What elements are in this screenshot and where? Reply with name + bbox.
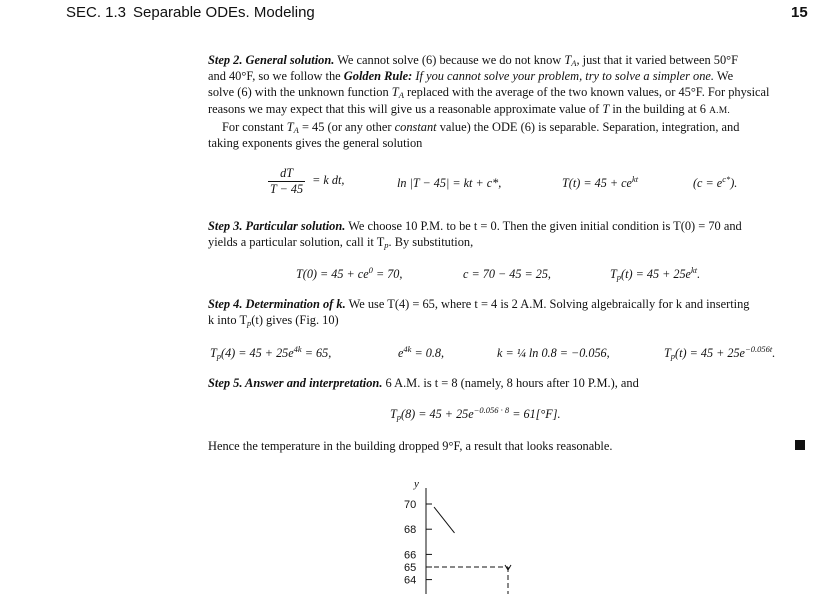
section-title: Separable ODEs. Modeling	[133, 4, 315, 21]
end-of-proof-square	[795, 440, 805, 450]
step3-paragraph: Step 3. Particular solution. We choose 10 P.M. to be t = 0. Then the given initial condition is T(0) = 70 and yields a particular solution, call it $T_p$. By substitution,	[208, 219, 742, 251]
equation-k: k = ¼ ln 0.8 = −0.056,	[497, 346, 610, 360]
equation-general-solution: $\frac{dT}{T - 45}$ = k dt,	[270, 166, 345, 196]
step5-heading: Step 5. Answer and interpretation.	[208, 376, 383, 390]
y-tick-label: 66	[404, 549, 417, 562]
step3-text: We choose 10 P.M. to be t = 0. Then the given initial condition is T(0) = 70 and	[348, 219, 742, 233]
fraction-dT: $\frac{dT}{T - 45}$	[270, 166, 304, 196]
equation-Tp-particular: $T_p(t) = 45 + 25e^{-0.056t}$.	[664, 344, 776, 361]
step2-text: For constant	[222, 119, 284, 134]
temperature-curve	[434, 507, 455, 533]
golden-rule: Golden Rule:	[343, 69, 413, 84]
step2-text: A.M.	[709, 105, 730, 116]
step2-text: constant	[394, 119, 437, 134]
equation-T-t: $T(t) = 45 + ce^{kt}$	[562, 174, 639, 190]
step4-paragraph: Step 4. Determination of k. We use T(4) = 65, where t = 4 is 2 A.M. Solving algebraically for k and inserting k into $T_p(t)$ gives (Fig. 10)	[208, 297, 750, 329]
step4-text: We use T(4) = 65, where t = 4 is 2 A.M. Solving algebraically for k and inserting	[348, 297, 750, 311]
y-tick-label: 68	[404, 524, 417, 537]
y-tick-label: 64	[404, 574, 417, 587]
step2-paragraph: Step 2. General solution. We cannot solve (6) because we do not know $T_A$, just that it varied between 50°F and 40°F, so we follow the Golden Rule: If you cannot solve your problem, try to solve a simpler one. We solve (6) with the unknown function $T_A$ replaced with the average of the two known values, or 45°F. For physical reasons we may expect that this will give us a reasonable approximate value of T in the building at 6 A.M. For constant $T_A = 45$ (or any other constant value) the ODE (6) is separable. Separation, integration, and taking exponents gives the general solution	[208, 53, 770, 151]
step4-heading: Step 4. Determination of k.	[208, 297, 346, 311]
step2-heading: Step 2. General solution.	[208, 53, 335, 67]
y-tick-label: 70	[404, 499, 417, 511]
equation-Tp-general: $T_p(t) = 45 + 25e^{kt}$.	[610, 265, 701, 282]
step2-text: in the building at 6	[612, 101, 706, 116]
section-label: SEC. 1.3	[66, 4, 127, 21]
step2-text: We cannot solve (6) because we do not know	[337, 53, 562, 67]
step2-text: We	[716, 69, 734, 84]
golden-rule-text: If you cannot solve your problem, try to solve a simpler one.	[415, 69, 714, 84]
step2-text: value) the ODE (6) is separable. Separation, integration, and	[439, 119, 740, 134]
step2-text: = 45 (or any other	[301, 119, 392, 134]
reference-arrow-icon	[505, 565, 511, 570]
step2-text: reasons we may expect that this will give us a reasonable approximate value of	[208, 101, 600, 116]
y-axis-label: y	[414, 478, 419, 490]
equation-e4k: $e^{4k} = 0.8$,	[398, 344, 445, 360]
step3-text: yields a particular solution, call it T	[208, 235, 385, 250]
equation-Tp4: $T_p(4) = 45 + 25e^{4k} = 65$,	[210, 344, 332, 361]
step5-paragraph	[208, 375, 808, 391]
equation-ln: ln |T − 45| = kt + c*,	[397, 176, 502, 190]
step3-heading: Step 3. Particular solution.	[208, 219, 346, 233]
step4-text: k into T	[208, 313, 248, 328]
equation-c-value: c = 70 − 45 = 25,	[463, 267, 551, 281]
step2-text: taking exponents gives the general solution	[208, 136, 423, 151]
page-number: 15	[791, 4, 808, 21]
equation-Tp8: $T_p(8) = 45 + 25e^{-0.056 \cdot 8} = 61[^\circ F]$.	[390, 405, 561, 422]
equation-c: $(c = e^{c*})$.	[693, 174, 738, 190]
y-tick-label: 65	[404, 562, 417, 574]
step2-text: , just that it varied between 50°F	[576, 53, 738, 67]
step2-text: and 40°F, so we follow the	[208, 69, 341, 84]
equation-T0: $T(0) = 45 + ce^0 = 70$,	[296, 265, 403, 281]
step5-text: 6 A.M. is t = 8 (namely, 8 hours after 10 P.M.), and	[385, 376, 639, 390]
step2-text: replaced with the average of the two known values, or 45°F. For physical	[407, 85, 770, 100]
step2-text: solve (6) with the unknown function	[208, 85, 389, 100]
conclusion-text: Hence the temperature in the building dropped 9°F, a result that looks reasonable.	[208, 439, 613, 453]
